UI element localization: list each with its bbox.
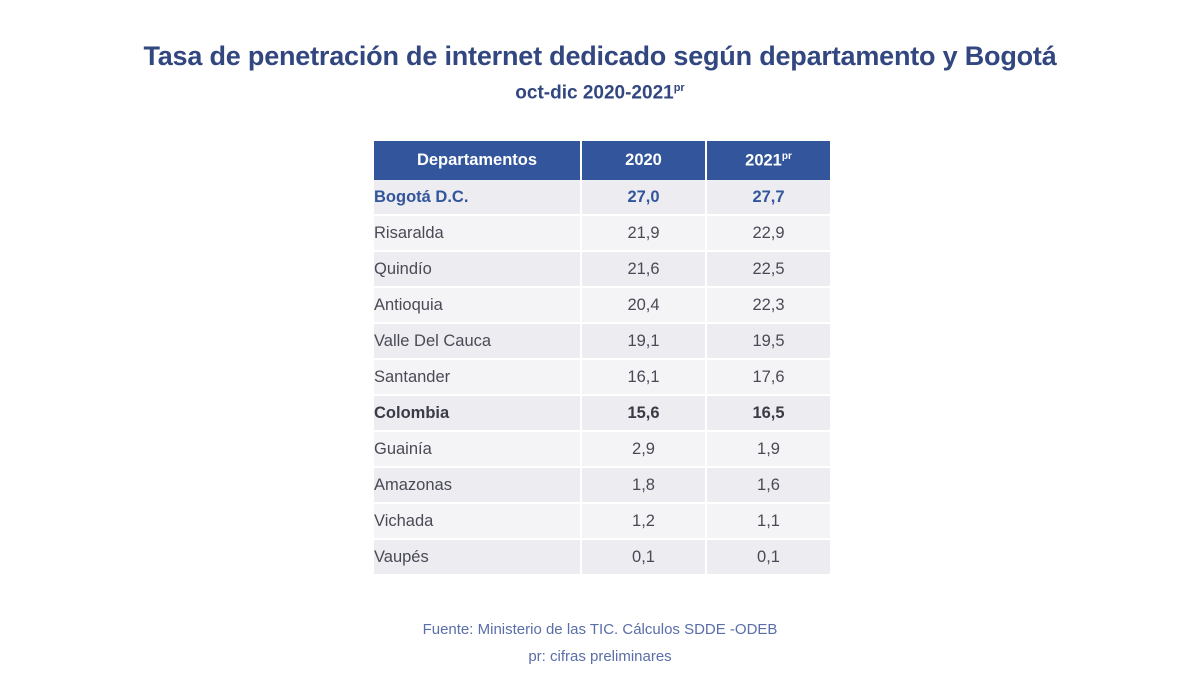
cell-departamento: Amazonas [374, 467, 581, 503]
cell-value-2020: 20,4 [581, 287, 706, 323]
table-row [374, 180, 830, 215]
cell-value-2021: 1,6 [706, 467, 830, 503]
cell-value-2020: 15,6 [581, 395, 706, 431]
cell-value-2020: 1,2 [581, 503, 706, 539]
table-row [374, 467, 830, 503]
table-row [374, 359, 830, 395]
column-header-2021 [706, 141, 830, 181]
table-row [374, 323, 830, 359]
cell-departamento: Quindío [374, 251, 581, 287]
cell-value-2021: 22,5 [706, 251, 830, 287]
source-line-1: Fuente: Ministerio de las TIC. Cálculos SDDE -ODEB [422, 621, 778, 639]
cell-value-2021: 1,1 [706, 503, 830, 539]
cell-value-2020: 1,8 [581, 467, 706, 503]
page-title: Tasa de penetración de internet dedicado según departamento y Bogotá [143, 41, 1057, 71]
column-header-2021-superscript: pr [781, 150, 792, 162]
cell-value-2021: 27,7 [706, 180, 830, 215]
table-wrapper [374, 141, 826, 577]
cell-value-2020: 19,1 [581, 323, 706, 359]
cell-departamento: Santander [374, 359, 581, 395]
cell-value-2020: 21,6 [581, 251, 706, 287]
cell-value-2021: 16,5 [706, 395, 830, 431]
table-row [374, 539, 830, 575]
column-header-2020: 2020 [581, 141, 706, 181]
table-body [374, 180, 830, 575]
cell-value-2021: 1,9 [706, 431, 830, 467]
cell-value-2020: 2,9 [581, 431, 706, 467]
cell-departamento: Antioquia [374, 287, 581, 323]
source-block [0, 616, 1200, 670]
table-header [374, 141, 830, 181]
cell-departamento: Guainía [374, 431, 581, 467]
cell-departamento: Risaralda [374, 215, 581, 251]
cell-value-2020: 21,9 [581, 215, 706, 251]
table-row [374, 251, 830, 287]
column-header-departamentos: Departamentos [374, 141, 581, 181]
subtitle-superscript: pr [673, 82, 685, 95]
cell-value-2021: 0,1 [706, 539, 830, 575]
cell-departamento: Valle Del Cauca [374, 323, 581, 359]
table-row [374, 395, 830, 431]
column-header-2021-text: 2021 [745, 151, 782, 170]
cell-departamento: Vichada [374, 503, 581, 539]
cell-value-2021: 17,6 [706, 359, 830, 395]
table-row [374, 503, 830, 539]
penetration-table [374, 141, 830, 577]
subtitle-text: oct-dic 2020-2021 [515, 82, 674, 104]
table-row [374, 215, 830, 251]
cell-value-2021: 22,9 [706, 215, 830, 251]
table-row [374, 287, 830, 323]
table-header-row [374, 141, 830, 181]
table-row [374, 431, 830, 467]
cell-departamento: Vaupés [374, 539, 581, 575]
title-block [0, 0, 1200, 105]
cell-value-2021: 19,5 [706, 323, 830, 359]
cell-value-2020: 16,1 [581, 359, 706, 395]
cell-value-2020: 27,0 [581, 180, 706, 215]
source-line-2: pr: cifras preliminares [528, 648, 672, 666]
cell-departamento: Bogotá D.C. [374, 180, 581, 215]
cell-departamento: Colombia [374, 395, 581, 431]
cell-value-2020: 0,1 [581, 539, 706, 575]
cell-value-2021: 22,3 [706, 287, 830, 323]
page-subtitle [0, 82, 1200, 104]
